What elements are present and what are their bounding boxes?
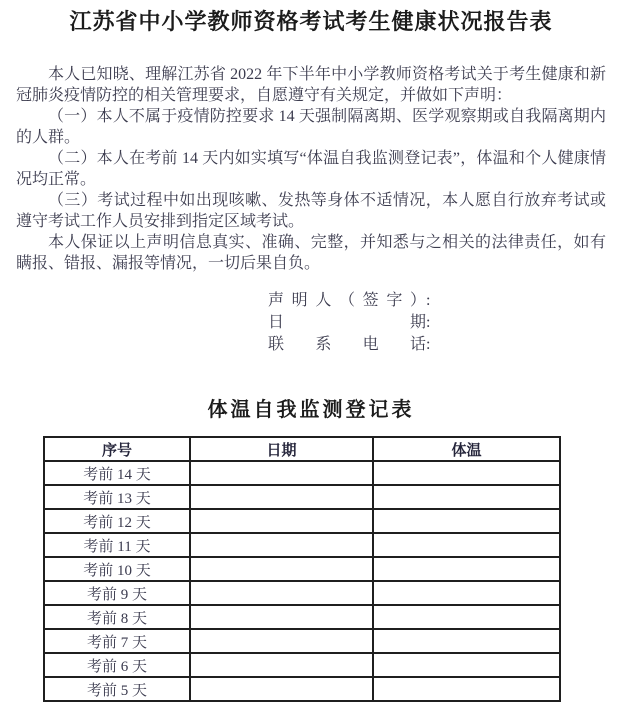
date-cell bbox=[190, 653, 373, 677]
table-row bbox=[44, 677, 560, 701]
table-row bbox=[44, 461, 560, 485]
date-cell bbox=[190, 581, 373, 605]
date-cell bbox=[190, 485, 373, 509]
date-cell bbox=[190, 557, 373, 581]
temp-cell bbox=[373, 677, 560, 701]
table-header-row bbox=[44, 437, 560, 461]
paragraph-guarantee: 本人保证以上声明信息真实、准确、完整，并知悉与之相关的法律责任，如有瞒报、错报、漏报等情况，一切后果自负。 bbox=[16, 234, 606, 272]
date-cell bbox=[190, 533, 373, 557]
page-title: 江苏省中小学教师资格考试考生健康状况报告表 bbox=[69, 9, 553, 34]
column-header-seq: 序号 bbox=[44, 437, 190, 461]
paragraph-item-1: （一）本人不属于疫情防控要求 14 天强制隔离期、医学观察期或自我隔离期内的人群。 bbox=[16, 108, 606, 146]
temp-cell bbox=[373, 557, 560, 581]
signer-label: 声明人（签字） bbox=[268, 292, 426, 309]
date-cell bbox=[190, 629, 373, 653]
signature-line-date bbox=[268, 312, 622, 334]
paragraph-item-2: （二）本人在考前 14 天内如实填写“体温自我监测登记表”，体温和个人健康情况均正常。 bbox=[16, 150, 606, 188]
table-row bbox=[44, 509, 560, 533]
signature-line-signer bbox=[268, 290, 622, 312]
row-label: 考前 7 天 bbox=[44, 629, 190, 653]
table-row bbox=[44, 605, 560, 629]
temp-cell bbox=[373, 509, 560, 533]
table-row bbox=[44, 581, 560, 605]
monitor-table-heading: 体温自我监测登记表 bbox=[207, 399, 415, 421]
temp-cell bbox=[373, 581, 560, 605]
table-row bbox=[44, 557, 560, 581]
row-label: 考前 9 天 bbox=[44, 581, 190, 605]
table-row bbox=[44, 533, 560, 557]
temp-cell bbox=[373, 533, 560, 557]
temp-cell bbox=[373, 653, 560, 677]
row-label: 考前 13 天 bbox=[44, 485, 190, 509]
date-label: 日期 bbox=[268, 314, 426, 331]
declaration-body bbox=[16, 64, 606, 274]
paragraph-item-3: （三）考试过程中如出现咳嗽、发热等身体不适情况，本人愿自行放弃考试或遵守考试工作人员安排到指定区域考试。 bbox=[16, 192, 606, 230]
table-row bbox=[44, 629, 560, 653]
row-label: 考前 5 天 bbox=[44, 677, 190, 701]
date-cell bbox=[190, 461, 373, 485]
temp-cell bbox=[373, 605, 560, 629]
phone-label: 联系电话 bbox=[268, 336, 426, 353]
row-label: 考前 8 天 bbox=[44, 605, 190, 629]
temp-cell bbox=[373, 485, 560, 509]
table-row bbox=[44, 653, 560, 677]
table-row bbox=[44, 485, 560, 509]
date-cell bbox=[190, 509, 373, 533]
date-cell bbox=[190, 677, 373, 701]
row-label: 考前 11 天 bbox=[44, 533, 190, 557]
signature-block bbox=[268, 290, 622, 356]
date-cell bbox=[190, 605, 373, 629]
row-label: 考前 14 天 bbox=[44, 461, 190, 485]
row-label: 考前 6 天 bbox=[44, 653, 190, 677]
temp-cell bbox=[373, 629, 560, 653]
date-colon: : bbox=[426, 314, 431, 331]
temperature-monitor-table bbox=[43, 436, 561, 702]
signer-colon: : bbox=[426, 292, 431, 309]
row-label: 考前 12 天 bbox=[44, 509, 190, 533]
phone-colon: : bbox=[426, 336, 431, 353]
signature-line-phone bbox=[268, 334, 622, 356]
paragraph-intro: 本人已知晓、理解江苏省 2022 年下半年中小学教师资格考试关于考生健康和新冠肺炎疫情防控的相关管理要求，自愿遵守有关规定，并做如下声明： bbox=[16, 66, 606, 104]
column-header-date: 日期 bbox=[190, 437, 373, 461]
column-header-temp: 体温 bbox=[373, 437, 560, 461]
temp-cell bbox=[373, 461, 560, 485]
row-label: 考前 10 天 bbox=[44, 557, 190, 581]
